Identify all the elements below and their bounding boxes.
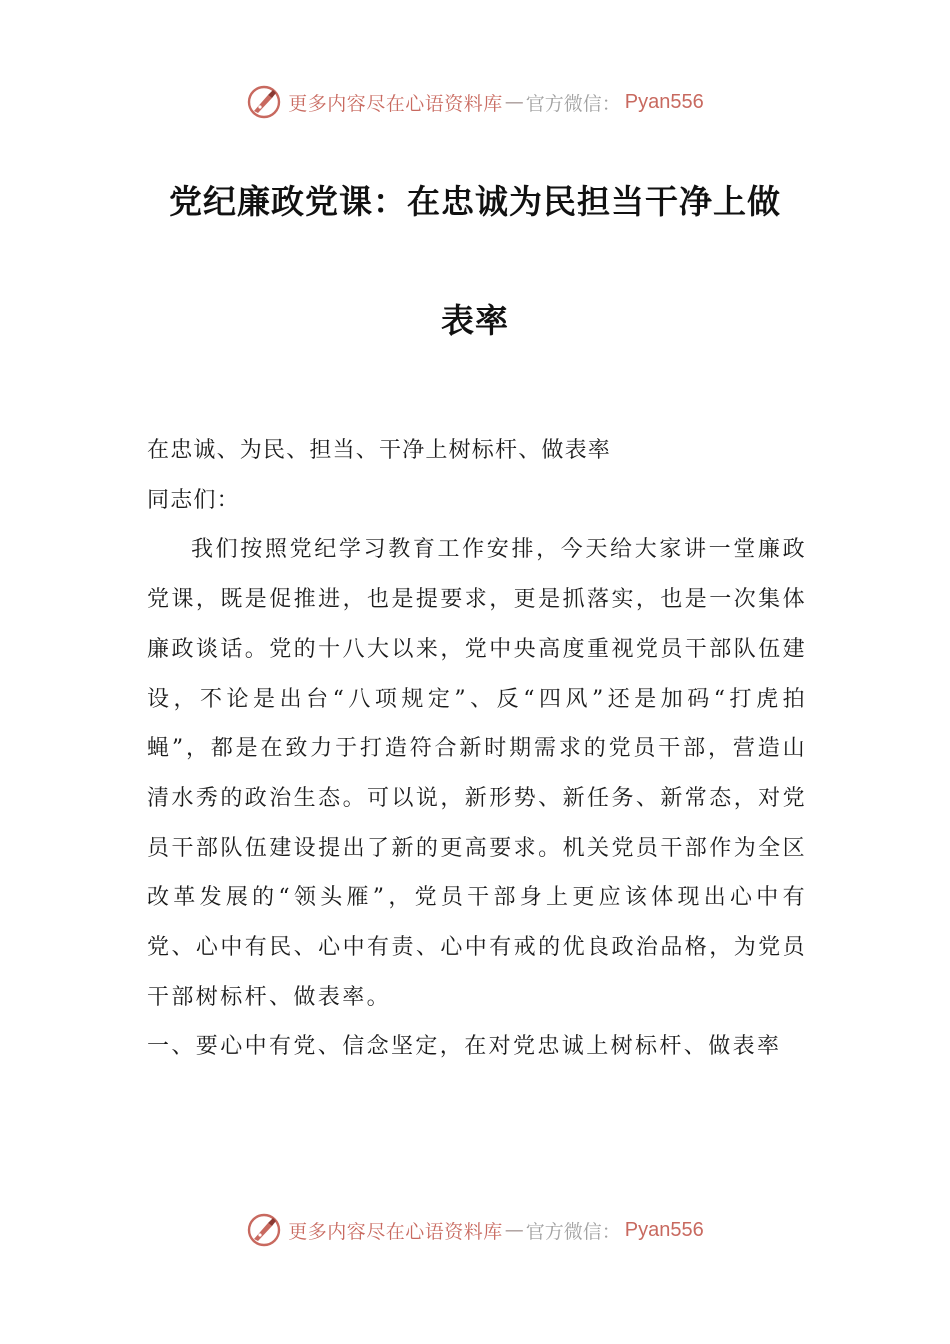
pen-nib-icon: [246, 1212, 282, 1248]
document-body: [147, 426, 807, 1072]
pen-nib-icon: [246, 84, 282, 120]
banner-wechat-id: Pyan556: [624, 90, 704, 113]
banner-main-text: 更多内容尽在心语资料库: [288, 92, 503, 115]
paragraph-intro: 我们按照党纪学习教育工作安排，今天给大家讲一堂廉政党课，既是促推进，也是提要求，更是抓落实，也是一次集体廉政谈话。党的十八大以来，党中央高度重视党员干部队伍建设，不论是出台“八项规定”、反“四风”还是加码“打虎拍蝇”，都是在致力于打造符合新时期需求的党员干部，营造山清水秀的政治生态。可以说，新形势、新任务、新常态，对党员干部队伍建设提出了新的更高要求。机关党员干部作为全区改革发展的“领头雁”，党员干部身上更应该体现出心中有党、心中有民、心中有责、心中有戒的优良政治品格，为党员干部树标杆、做表率。: [147, 537, 807, 1010]
banner-label: 官方微信：: [525, 92, 621, 115]
banner-dash: —: [504, 1219, 524, 1241]
document-title-line2: 表率: [441, 301, 509, 340]
section-heading-1: 一、要心中有党、信念坚定，在对党忠诚上树标杆、做表率: [147, 1034, 782, 1060]
banner-wechat-id: Pyan556: [624, 1218, 704, 1241]
document-title-line1: 党纪廉政党课：在忠诚为民担当干净上做: [169, 182, 781, 221]
header-watermark-banner: [0, 82, 950, 122]
salutation: 同志们：: [147, 487, 240, 513]
banner-dash: —: [504, 91, 524, 113]
banner-label: 官方微信：: [525, 1220, 621, 1243]
footer-watermark-banner: [0, 1210, 950, 1250]
banner-main-text: 更多内容尽在心语资料库: [288, 1220, 503, 1243]
document-subtitle: 在忠诚、为民、担当、干净上树标杆、做表率: [147, 438, 612, 463]
